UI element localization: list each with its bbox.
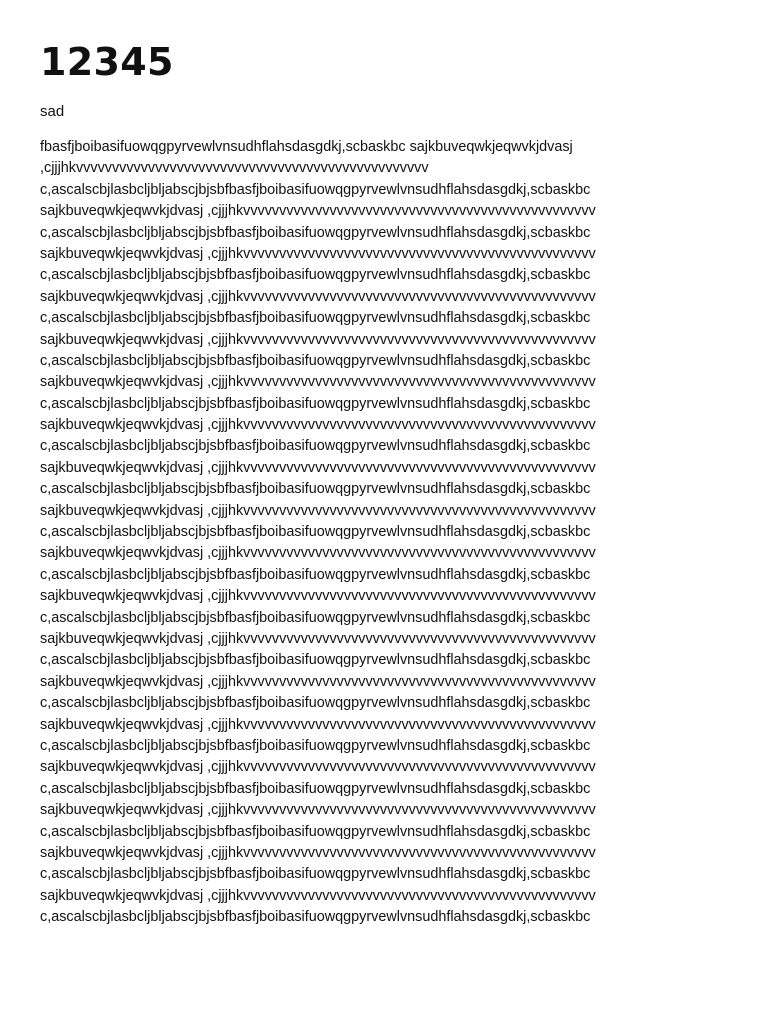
text-line: sajkbuveqwkjeqwvkjdvasj ,cjjjhkvvvvvvvvvvvvvvvvvvvvvvvvvvvvvvvvvvvvvvvvvvvvvvvvv — [40, 673, 596, 690]
text-line: fbasfjboibasifuowqgpyrvewlvnsudhflahsdasgdkj,scbaskbc sajkbuveqwkjeqwvkjdvasj — [40, 139, 573, 155]
text-line: sajkbuveqwkjeqwvkjdvasj ,cjjjhkvvvvvvvvvvvvvvvvvvvvvvvvvvvvvvvvvvvvvvvvvvvvvvvvv — [40, 331, 596, 348]
text-line: c,ascalscbjlasbcljbljabscjbjsbfbasfjboibasifuowqgpyrvewlvnsudhflahsdasgdkj,scbaskbc — [40, 267, 591, 284]
text-line: sajkbuveqwkjeqwvkjdvasj ,cjjjhkvvvvvvvvvvvvvvvvvvvvvvvvvvvvvvvvvvvvvvvvvvvvvvvvv — [40, 288, 596, 305]
text-line: sajkbuveqwkjeqwvkjdvasj ,cjjjhkvvvvvvvvvvvvvvvvvvvvvvvvvvvvvvvvvvvvvvvvvvvvvvvvv — [40, 716, 596, 733]
text-line: c,ascalscbjlasbcljbljabscjbjsbfbasfjboibasifuowqgpyrvewlvnsudhflahsdasgdkj,scbaskbc — [40, 780, 591, 797]
text-line: c,ascalscbjlasbcljbljabscjbjsbfbasfjboibasifuowqgpyrvewlvnsudhflahsdasgdkj,scbaskbc — [40, 395, 591, 412]
text-line: sajkbuveqwkjeqwvkjdvasj ,cjjjhkvvvvvvvvvvvvvvvvvvvvvvvvvvvvvvvvvvvvvvvvvvvvvvvvv — [40, 245, 596, 262]
text-line: c,ascalscbjlasbcljbljabscjbjsbfbasfjboibasifuowqgpyrvewlvnsudhflahsdasgdkj,scbaskbc — [40, 823, 591, 840]
text-line: sajkbuveqwkjeqwvkjdvasj ,cjjjhkvvvvvvvvvvvvvvvvvvvvvvvvvvvvvvvvvvvvvvvvvvvvvvvvv — [40, 759, 596, 776]
text-line: c,ascalscbjlasbcljbljabscjbjsbfbasfjboibasifuowqgpyrvewlvnsudhflahsdasgdkj,scbaskbc — [40, 481, 591, 498]
text-line: c,ascalscbjlasbcljbljabscjbjsbfbasfjboibasifuowqgpyrvewlvnsudhflahsdasgdkj,scbaskbc — [40, 352, 591, 369]
text-line: sajkbuveqwkjeqwvkjdvasj ,cjjjhkvvvvvvvvvvvvvvvvvvvvvvvvvvvvvvvvvvvvvvvvvvvvvvvvv — [40, 802, 596, 819]
text-line: sajkbuveqwkjeqwvkjdvasj ,cjjjhkvvvvvvvvvvvvvvvvvvvvvvvvvvvvvvvvvvvvvvvvvvvvvvvvv — [40, 844, 596, 861]
text-line: c,ascalscbjlasbcljbljabscjbjsbfbasfjboibasifuowqgpyrvewlvnsudhflahsdasgdkj,scbaskbc — [40, 438, 591, 455]
text-line: c,ascalscbjlasbcljbljabscjbjsbfbasfjboibasifuowqgpyrvewlvnsudhflahsdasgdkj,scbaskbc — [40, 909, 591, 926]
text-line: c,ascalscbjlasbcljbljabscjbjsbfbasfjboibasifuowqgpyrvewlvnsudhflahsdasgdkj,scbaskbc — [40, 224, 591, 241]
text-line: sajkbuveqwkjeqwvkjdvasj ,cjjjhkvvvvvvvvvvvvvvvvvvvvvvvvvvvvvvvvvvvvvvvvvvvvvvvvv — [40, 459, 596, 476]
text-line: c,ascalscbjlasbcljbljabscjbjsbfbasfjboibasifuowqgpyrvewlvnsudhflahsdasgdkj,scbaskbc — [40, 737, 591, 754]
body-paragraph — [40, 137, 740, 928]
text-line: sajkbuveqwkjeqwvkjdvasj ,cjjjhkvvvvvvvvvvvvvvvvvvvvvvvvvvvvvvvvvvvvvvvvvvvvvvvvv — [40, 374, 596, 391]
text-line: c,ascalscbjlasbcljbljabscjbjsbfbasfjboibasifuowqgpyrvewlvnsudhflahsdasgdkj,scbaskbc — [40, 866, 591, 883]
text-line: ,cjjjhkvvvvvvvvvvvvvvvvvvvvvvvvvvvvvvvvvvvvvvvvvvvvvvvvv — [40, 160, 429, 177]
text-line: sajkbuveqwkjeqwvkjdvasj ,cjjjhkvvvvvvvvvvvvvvvvvvvvvvvvvvvvvvvvvvvvvvvvvvvvvvvvv — [40, 502, 596, 519]
page-title: 12345 — [40, 40, 174, 84]
text-line: sajkbuveqwkjeqwvkjdvasj ,cjjjhkvvvvvvvvvvvvvvvvvvvvvvvvvvvvvvvvvvvvvvvvvvvvvvvvv — [40, 630, 596, 647]
text-line: sajkbuveqwkjeqwvkjdvasj ,cjjjhkvvvvvvvvvvvvvvvvvvvvvvvvvvvvvvvvvvvvvvvvvvvvvvvvv — [40, 588, 596, 605]
page-subtitle: sad — [40, 103, 65, 120]
text-line: c,ascalscbjlasbcljbljabscjbjsbfbasfjboibasifuowqgpyrvewlvnsudhflahsdasgdkj,scbaskbc — [40, 652, 591, 669]
text-line: sajkbuveqwkjeqwvkjdvasj ,cjjjhkvvvvvvvvvvvvvvvvvvvvvvvvvvvvvvvvvvvvvvvvvvvvvvvvv — [40, 887, 596, 904]
text-line: sajkbuveqwkjeqwvkjdvasj ,cjjjhkvvvvvvvvvvvvvvvvvvvvvvvvvvvvvvvvvvvvvvvvvvvvvvvvv — [40, 203, 596, 220]
text-line: c,ascalscbjlasbcljbljabscjbjsbfbasfjboibasifuowqgpyrvewlvnsudhflahsdasgdkj,scbaskbc — [40, 609, 591, 626]
text-line: c,ascalscbjlasbcljbljabscjbjsbfbasfjboibasifuowqgpyrvewlvnsudhflahsdasgdkj,scbaskbc — [40, 524, 591, 541]
text-line: c,ascalscbjlasbcljbljabscjbjsbfbasfjboibasifuowqgpyrvewlvnsudhflahsdasgdkj,scbaskbc — [40, 566, 591, 583]
text-line: c,ascalscbjlasbcljbljabscjbjsbfbasfjboibasifuowqgpyrvewlvnsudhflahsdasgdkj,scbaskbc — [40, 695, 591, 712]
text-line: c,ascalscbjlasbcljbljabscjbjsbfbasfjboibasifuowqgpyrvewlvnsudhflahsdasgdkj,scbaskbc — [40, 310, 591, 327]
text-line: sajkbuveqwkjeqwvkjdvasj ,cjjjhkvvvvvvvvvvvvvvvvvvvvvvvvvvvvvvvvvvvvvvvvvvvvvvvvv — [40, 417, 596, 434]
text-line: c,ascalscbjlasbcljbljabscjbjsbfbasfjboibasifuowqgpyrvewlvnsudhflahsdasgdkj,scbaskbc — [40, 181, 591, 198]
text-line: sajkbuveqwkjeqwvkjdvasj ,cjjjhkvvvvvvvvvvvvvvvvvvvvvvvvvvvvvvvvvvvvvvvvvvvvvvvvv — [40, 545, 596, 562]
